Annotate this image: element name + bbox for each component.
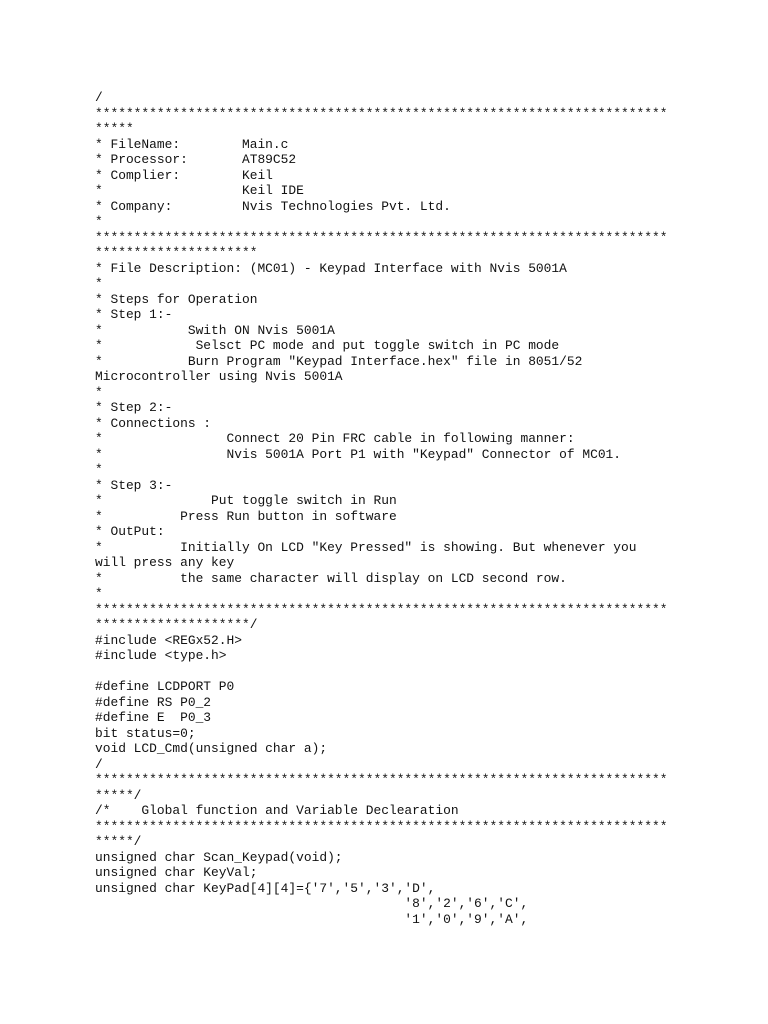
code-line: * Step 1:- <box>95 307 173 322</box>
code-line: bit status=0; <box>95 725 196 741</box>
code-line: ************************************************************************** <box>95 601 668 617</box>
code-line: ************************************************************************** <box>95 105 668 121</box>
code-line: ************************************************************************** <box>95 229 668 245</box>
code-line: void LCD_Cmd(unsigned char a); <box>95 741 328 756</box>
code-line: * Complier: Keil <box>95 167 273 183</box>
code-line: Microcontroller using Nvis 5001A <box>95 369 343 384</box>
code-line: * Swith ON Nvis 5001A <box>95 322 335 338</box>
code-line: ***** <box>95 121 134 136</box>
code-line: ********************/ <box>95 617 258 632</box>
code-line: *****/ <box>95 834 142 849</box>
code-line: ************************************************************************** <box>95 818 668 834</box>
code-line <box>95 664 735 680</box>
code-line: * FileName: Main.c <box>95 136 289 152</box>
code-line: * Press Run button in software <box>95 508 397 524</box>
code-line: unsigned char KeyPad[4][4]={'7','5','3','D', <box>95 880 436 896</box>
code-line: * Connections : <box>95 415 212 431</box>
code-line: * Selsct PC mode and put toggle switch in PC mode <box>95 338 560 353</box>
code-line: * File Description: (MC01) - Keypad Interface with Nvis 5001A <box>95 260 567 276</box>
code-line: * Initially On LCD "Key Pressed" is showing. But whenever you <box>95 539 637 555</box>
code-line: * Put toggle switch in Run <box>95 493 397 508</box>
code-line: * Step 3:- <box>95 477 173 493</box>
code-line: * <box>95 276 103 291</box>
code-line: #include <type.h> <box>95 648 227 663</box>
code-line: /* Global function and Variable Declearation <box>95 803 459 818</box>
code-line: * OutPut: <box>95 524 165 539</box>
code-line: * Company: Nvis Technologies Pvt. Ltd. <box>95 198 451 214</box>
code-line: *****/ <box>95 787 142 803</box>
code-line: '8','2','6','C', <box>95 896 529 911</box>
code-line: #define E P0_3 <box>95 710 212 725</box>
source-code-block <box>95 90 735 927</box>
code-line: * Steps for Operation <box>95 291 258 307</box>
code-line: will press any key <box>95 555 235 570</box>
code-line: * <box>95 384 103 400</box>
code-line: #define LCDPORT P0 <box>95 679 235 694</box>
code-line: * <box>95 462 103 477</box>
code-line: ************************************************************************** <box>95 772 668 787</box>
code-line: * the same character will display on LCD second row. <box>95 570 567 586</box>
code-line: unsigned char KeyVal; <box>95 865 258 880</box>
code-line: * Step 2:- <box>95 400 173 415</box>
code-line: * <box>95 586 103 601</box>
code-line: #include <REGx52.H> <box>95 632 242 648</box>
code-line: * Keil IDE <box>95 183 304 198</box>
code-line: * Burn Program "Keypad Interface.hex" file in 8051/52 <box>95 353 583 369</box>
code-line: * Nvis 5001A Port P1 with "Keypad" Connector of MC01. <box>95 446 622 462</box>
code-line: / <box>95 90 103 105</box>
code-line: * Connect 20 Pin FRC cable in following manner: <box>95 431 575 446</box>
code-line: ********************* <box>95 245 258 260</box>
code-line: unsigned char Scan_Keypad(void); <box>95 849 343 865</box>
code-line: * Processor: AT89C52 <box>95 152 297 167</box>
code-line: #define RS P0_2 <box>95 694 212 710</box>
code-line: '1','0','9','A', <box>95 911 529 927</box>
code-line: / <box>95 756 103 772</box>
code-line: * <box>95 214 103 229</box>
